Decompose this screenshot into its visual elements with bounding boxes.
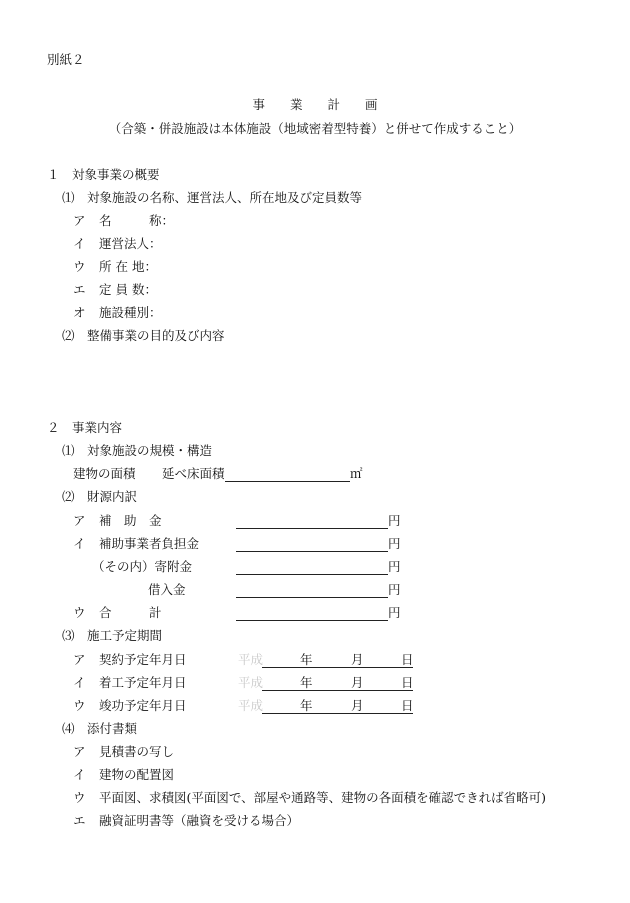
operator-share-field[interactable] <box>236 537 388 552</box>
yen-unit: 円 <box>388 513 401 528</box>
section-1-heading: １ 対象事業の概要 <box>47 167 160 182</box>
section-1-2-heading: ⑵ 整備事業の目的及び内容 <box>62 328 225 343</box>
total-label: 合 計 <box>99 605 162 620</box>
month-unit: 月 <box>351 652 364 667</box>
section-1-1-heading: ⑴ 対象施設の名称、運営法人、所在地及び定員数等 <box>62 190 363 205</box>
floor-area-label: 延べ床面積 <box>162 466 225 481</box>
contract-date-field[interactable] <box>262 653 413 668</box>
loan-field[interactable] <box>236 583 388 598</box>
item-mark: ア <box>73 744 86 759</box>
loan-label: 借入金 <box>148 582 186 597</box>
yen-unit: 円 <box>388 605 401 620</box>
item-mark: ア <box>73 652 86 667</box>
item-mark: エ <box>73 282 86 297</box>
section-2-1-heading: ⑴ 対象施設の規模・構造 <box>62 443 213 458</box>
facility-type-label: 施設種別： <box>99 305 162 320</box>
donation-field[interactable] <box>236 560 388 575</box>
operator-label: 運営法人： <box>99 236 162 251</box>
item-mark: ウ <box>73 790 86 805</box>
start-date-label: 着工予定年月日 <box>99 675 187 690</box>
facility-name-label: 名 称： <box>99 213 175 228</box>
year-unit: 年 <box>300 698 313 713</box>
item-mark: イ <box>73 675 86 690</box>
attachment-loan-cert: 融資証明書等（融資を受ける場合） <box>99 813 300 828</box>
era-label: 平成 <box>238 675 264 690</box>
start-date-field[interactable] <box>262 676 413 691</box>
item-mark: イ <box>73 767 86 782</box>
item-mark: オ <box>73 305 86 320</box>
section-2-3-heading: ⑶ 施工予定期間 <box>62 628 163 643</box>
item-mark: エ <box>73 813 86 828</box>
completion-date-field[interactable] <box>262 699 413 714</box>
attachment-number: 別紙２ <box>47 52 85 67</box>
item-mark: ア <box>73 213 86 228</box>
operator-share-label: 補助事業者負担金 <box>99 536 200 551</box>
address-label: 所 在 地： <box>99 259 157 274</box>
month-unit: 月 <box>351 675 364 690</box>
yen-unit: 円 <box>388 582 401 597</box>
yen-unit: 円 <box>388 536 401 551</box>
contract-date-label: 契約予定年月日 <box>99 652 187 667</box>
item-mark: ウ <box>73 605 86 620</box>
total-field[interactable] <box>236 606 388 621</box>
completion-date-label: 竣功予定年月日 <box>99 698 187 713</box>
section-2-2-heading: ⑵ 財源内訳 <box>62 489 138 504</box>
item-mark: ア <box>73 513 86 528</box>
floor-area-field[interactable] <box>225 467 350 482</box>
subsidy-label: 補 助 金 <box>99 513 162 528</box>
year-unit: 年 <box>300 675 313 690</box>
section-2-4-heading: ⑷ 添付書類 <box>62 721 138 736</box>
day-unit: 日 <box>401 675 414 690</box>
era-label: 平成 <box>238 698 264 713</box>
attachment-estimate: 見積書の写し <box>99 744 175 759</box>
item-mark: ウ <box>73 698 86 713</box>
floor-area-unit: ㎡ <box>350 466 363 481</box>
year-unit: 年 <box>300 652 313 667</box>
document-subtitle: （合築・併設施設は本体施設（地域密着型特養）と併せて作成すること） <box>108 121 522 136</box>
subsidy-field[interactable] <box>236 514 388 529</box>
donation-label: （その内）寄附金 <box>92 559 193 574</box>
era-label: 平成 <box>238 652 264 667</box>
item-mark: イ <box>73 536 86 551</box>
yen-unit: 円 <box>388 559 401 574</box>
item-mark: イ <box>73 236 86 251</box>
item-mark: ウ <box>73 259 86 274</box>
capacity-label: 定 員 数： <box>99 282 157 297</box>
day-unit: 日 <box>401 698 414 713</box>
document-title: 事 業 計 画 <box>252 97 378 112</box>
day-unit: 日 <box>401 652 414 667</box>
building-area-label: 建物の面積 <box>73 466 136 481</box>
attachment-floor-plan: 平面図、求積図(平面図で、部屋や通路等、建物の各面積を確認できれば省略可) <box>99 790 547 805</box>
month-unit: 月 <box>351 698 364 713</box>
attachment-site-plan: 建物の配置図 <box>99 767 175 782</box>
section-2-heading: ２ 事業内容 <box>47 420 123 435</box>
